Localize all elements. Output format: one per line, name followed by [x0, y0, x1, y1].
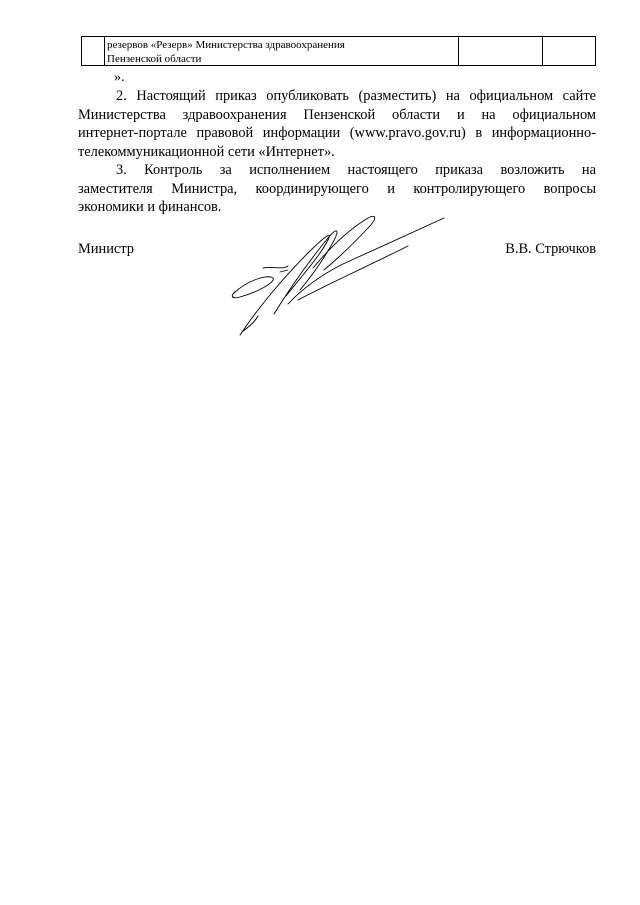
table-column-divider	[458, 36, 459, 66]
paragraph-line: интернет-портале правовой информации (www.pravo.gov.ru) в информационно-	[78, 125, 596, 141]
table-column-divider	[542, 36, 543, 66]
table-cell-text	[107, 38, 457, 66]
signer-name: В.В. Стрючков	[505, 241, 596, 257]
paragraph-line: 2. Настоящий приказ опубликовать (разместить) на официальном сайте	[116, 88, 596, 104]
signer-title: Министр	[78, 241, 134, 257]
handwritten-signature	[228, 208, 458, 343]
table-cell-line: резервов «Резерв» Министерства здравоохранения	[107, 39, 345, 51]
paragraph-line: 3. Контроль за исполнением настоящего приказа возложить на	[116, 162, 596, 178]
paragraph-line: экономики и финансов.	[78, 199, 222, 215]
paragraph-line: Министерства здравоохранения Пензенской области и на официальном	[78, 106, 596, 123]
paragraph-publish	[78, 87, 596, 161]
paragraph-line: телекоммуникационной сети «Интернет».	[78, 143, 335, 160]
table-fragment	[81, 36, 596, 66]
table-column-divider	[104, 36, 105, 66]
table-cell-line: Пензенской области	[107, 53, 202, 65]
paragraph-line: заместителя Министра, координирующего и контролирующего вопросы	[78, 180, 596, 197]
closing-quote: ».	[114, 70, 125, 85]
